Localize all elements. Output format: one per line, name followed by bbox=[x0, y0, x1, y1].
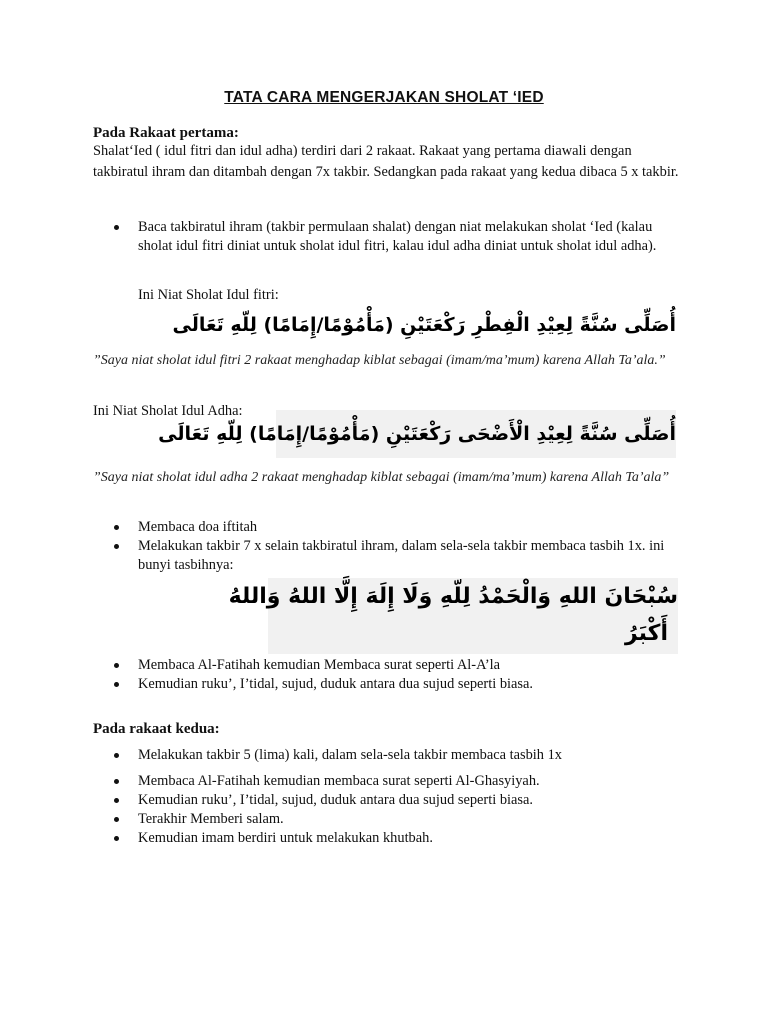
bullet-icon bbox=[114, 817, 119, 822]
bullet-icon bbox=[114, 753, 119, 758]
list-item-text: Terakhir Memberi salam. bbox=[138, 811, 284, 827]
niat-fitri-label: Ini Niat Sholat Idul fitri: bbox=[138, 287, 279, 303]
bullet-icon bbox=[114, 225, 119, 230]
niat-fitri-arabic-image bbox=[172, 304, 676, 346]
list-item-text: Kemudian ruku’, I’tidal, sujud, duduk antara dua sujud seperti biasa. bbox=[138, 792, 533, 808]
section1-list-b bbox=[138, 518, 698, 575]
list-item bbox=[138, 675, 698, 694]
list-item bbox=[138, 218, 678, 256]
niat-adha-arabic: أُصَلِّى سُنَّةً لِعِيْدِ الْأَضْحَى رَكْعَتَيْنِ (مَأْمُوْمًا/إِمَامًا) لِلّهِ تَعَالَى bbox=[158, 423, 676, 445]
section1-list-c bbox=[138, 656, 698, 694]
list-item-text: Membaca Al-Fatihah kemudian membaca surat seperti Al-Ghasyiyah. bbox=[138, 773, 540, 789]
bullet-icon bbox=[114, 779, 119, 784]
list-item bbox=[138, 810, 698, 829]
list-item-text: Membaca Al-Fatihah kemudian Membaca surat seperti Al-A’la bbox=[138, 657, 501, 673]
list-item bbox=[138, 746, 698, 765]
list-item bbox=[138, 537, 698, 575]
tasbih-arabic-line2: أَكْبَرُ bbox=[624, 621, 668, 646]
section1-list-a bbox=[138, 218, 678, 256]
document-title: TATA CARA MENGERJAKAN SHOLAT ‘IED bbox=[224, 89, 544, 106]
bullet-icon bbox=[114, 836, 119, 841]
bullet-icon bbox=[114, 525, 119, 530]
list-item bbox=[138, 772, 698, 791]
bullet-icon bbox=[114, 682, 119, 687]
list-item-text: Baca takbiratul ihram (takbir permulaan shalat) dengan niat melakukan sholat ‘Ied (kalau sholat idul fitri diniat untuk sholat idul fitri, kalau idul adha diniat untuk sholat idul adha). bbox=[138, 219, 657, 254]
bullet-icon bbox=[114, 798, 119, 803]
tasbih-arabic-image bbox=[228, 578, 678, 654]
list-item bbox=[138, 518, 698, 537]
list-item-text: Membaca doa iftitah bbox=[138, 519, 258, 535]
list-item-text: Kemudian ruku’, I’tidal, sujud, duduk antara dua sujud seperti biasa. bbox=[138, 676, 533, 692]
list-item bbox=[138, 829, 698, 848]
tasbih-arabic-line1: سُبْحَانَ اللهِ وَالْحَمْدُ لِلّهِ وَلَا إِلَهَ إِلَّا اللهُ وَاللهُ bbox=[228, 584, 678, 609]
list-item bbox=[138, 791, 698, 810]
list-item-text: Kemudian imam berdiri untuk melakukan khutbah. bbox=[138, 830, 433, 846]
niat-fitri-arabic: أُصَلِّى سُنَّةً لِعِيْدِ الْفِطْرِ رَكْعَتَيْنِ (مَأْمُوْمًا/إِمَامًا) لِلّهِ تَعَالَى bbox=[172, 314, 676, 336]
list-item bbox=[138, 656, 698, 675]
niat-adha-translation: ”Saya niat sholat idul adha 2 rakaat menghadap kiblat sebagai (imam/ma’mum) karena Allah Ta’ala” bbox=[93, 470, 670, 485]
section2-heading: Pada rakaat kedua: bbox=[93, 721, 220, 737]
list-item-text: Melakukan takbir 5 (lima) kali, dalam sela-sela takbir membaca tasbih 1x bbox=[138, 747, 562, 763]
section2-list-b bbox=[138, 772, 698, 848]
section1-heading: Pada Rakaat pertama: bbox=[93, 125, 239, 141]
niat-fitri-translation: ”Saya niat sholat idul fitri 2 rakaat menghadap kiblat sebagai (imam/ma’mum) karena Allah Ta’ala.” bbox=[93, 353, 666, 368]
list-item-text: Melakukan takbir 7 x selain takbiratul ihram, dalam sela-sela takbir membaca tasbih 1x. ini bunyi tasbihnya: bbox=[138, 538, 665, 573]
section2-list-a bbox=[138, 746, 698, 765]
section1-intro: Shalat‘Ied ( idul fitri dan idul adha) terdiri dari 2 rakaat. Rakaat yang pertama diawali dengan takbiratul ihram dan ditambah dengan 7x takbir. Sedangkan pada rakaat yang kedua dibaca 5 x takbir. bbox=[93, 143, 679, 180]
bullet-icon bbox=[114, 544, 119, 549]
bullet-icon bbox=[114, 663, 119, 668]
niat-adha-arabic-image bbox=[158, 410, 676, 458]
niat-adha-label: Ini Niat Sholat Idul Adha: bbox=[93, 403, 243, 419]
